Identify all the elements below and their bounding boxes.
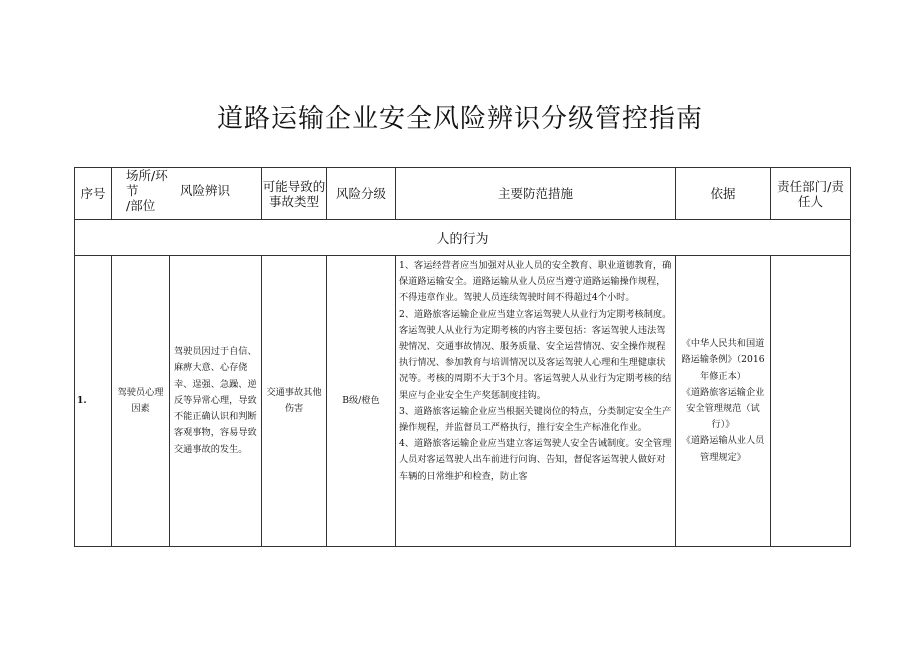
basis-item: 《中华人民共和国道路运输条例》（2016年修正本） [681,338,765,382]
header-place-identify [112,168,262,220]
risk-table [74,167,851,547]
row-level: B级/橙色 [327,256,396,547]
header-risk-identify: 风险辨识 [180,183,231,198]
section-row [75,220,851,256]
row-place: 驾驶员心理因素 [117,386,164,414]
header-risk-level: 风险分级 [327,168,396,220]
table-header-row [75,168,851,220]
row-measures [396,256,676,547]
header-accident-type [262,168,327,220]
row-index: 1. [75,256,112,547]
measure-item: 1、客运经营者应当加强对从业人员的安全教育、职业道德教育，确保道路运输安全。道路运输从业人员应当遵守道路运输操作规程，不得违章作业。驾驶人员连续驾驶时间不得超过4个小时。 [399,260,672,304]
header-basis: 依据 [676,168,771,220]
table-row [75,256,851,547]
row-dept [771,256,851,547]
header-dept-line2: 任人 [797,193,823,209]
measure-item: 3、道路旅客运输企业应当根据关键岗位的特点，分类制定安全生产操作规程，并监督员工严格执行，推行安全生产标准化作业。 [399,405,672,434]
basis-item: 《道路运输从业人员管理规定》 [681,435,765,463]
section-title: 人的行为 [75,220,851,256]
header-seq: 序号 [75,168,112,220]
header-dept-line1: 责任部门/责 [777,178,844,194]
header-accident-type-line1: 可能导致的 [262,178,326,194]
row-accident: 交通事故其他伤害 [262,256,327,547]
page-title: 道路运输企业安全风险辨识分级管控指南 [216,104,703,134]
row-identify: 驾驶员因过于自信、麻痹大意、心存侥幸、逞强、急躁、逆反等异常心理，导致不能正确认识和判断客观事物，容易导致交通事故的发生。 [174,346,257,455]
header-measures: 主要防范措施 [396,168,676,220]
row-basis [676,256,771,547]
header-place-line2: /部位 [126,198,156,213]
row-place-identify [112,256,262,547]
basis-item: 《道路旅客运输企业安全管理规范（试行）》 [681,386,765,431]
header-place-line1: 场所/环节 [126,168,168,198]
header-accident-type-line2: 事故类型 [268,193,319,209]
measure-item: 2、道路旅客运输企业应当建立客运驾驶人从业行为定期考核制度。客运驾驶人从业行为定期考核的内容主要包括：客运驾驶人违法驾驶情况、交通事故情况、服务质量、安全运营情况、安全操作规程执行情况、参加教育与培训情况以及客运驾驶人心理和生理健康状况等。考核的周期不大于3个月。客运驾驶人从业行为定期考核的结果应与企业安全生产奖惩制度挂钩。 [399,308,672,401]
header-dept [771,168,851,220]
measure-item: 4、道路旅客运输企业应当建立客运驾驶人安全告诫制度。安全管理人员对客运驾驶人出车前进行问询、告知，督促客运驾驶人做好对车辆的日常维护和检查，防止客 [399,438,672,482]
